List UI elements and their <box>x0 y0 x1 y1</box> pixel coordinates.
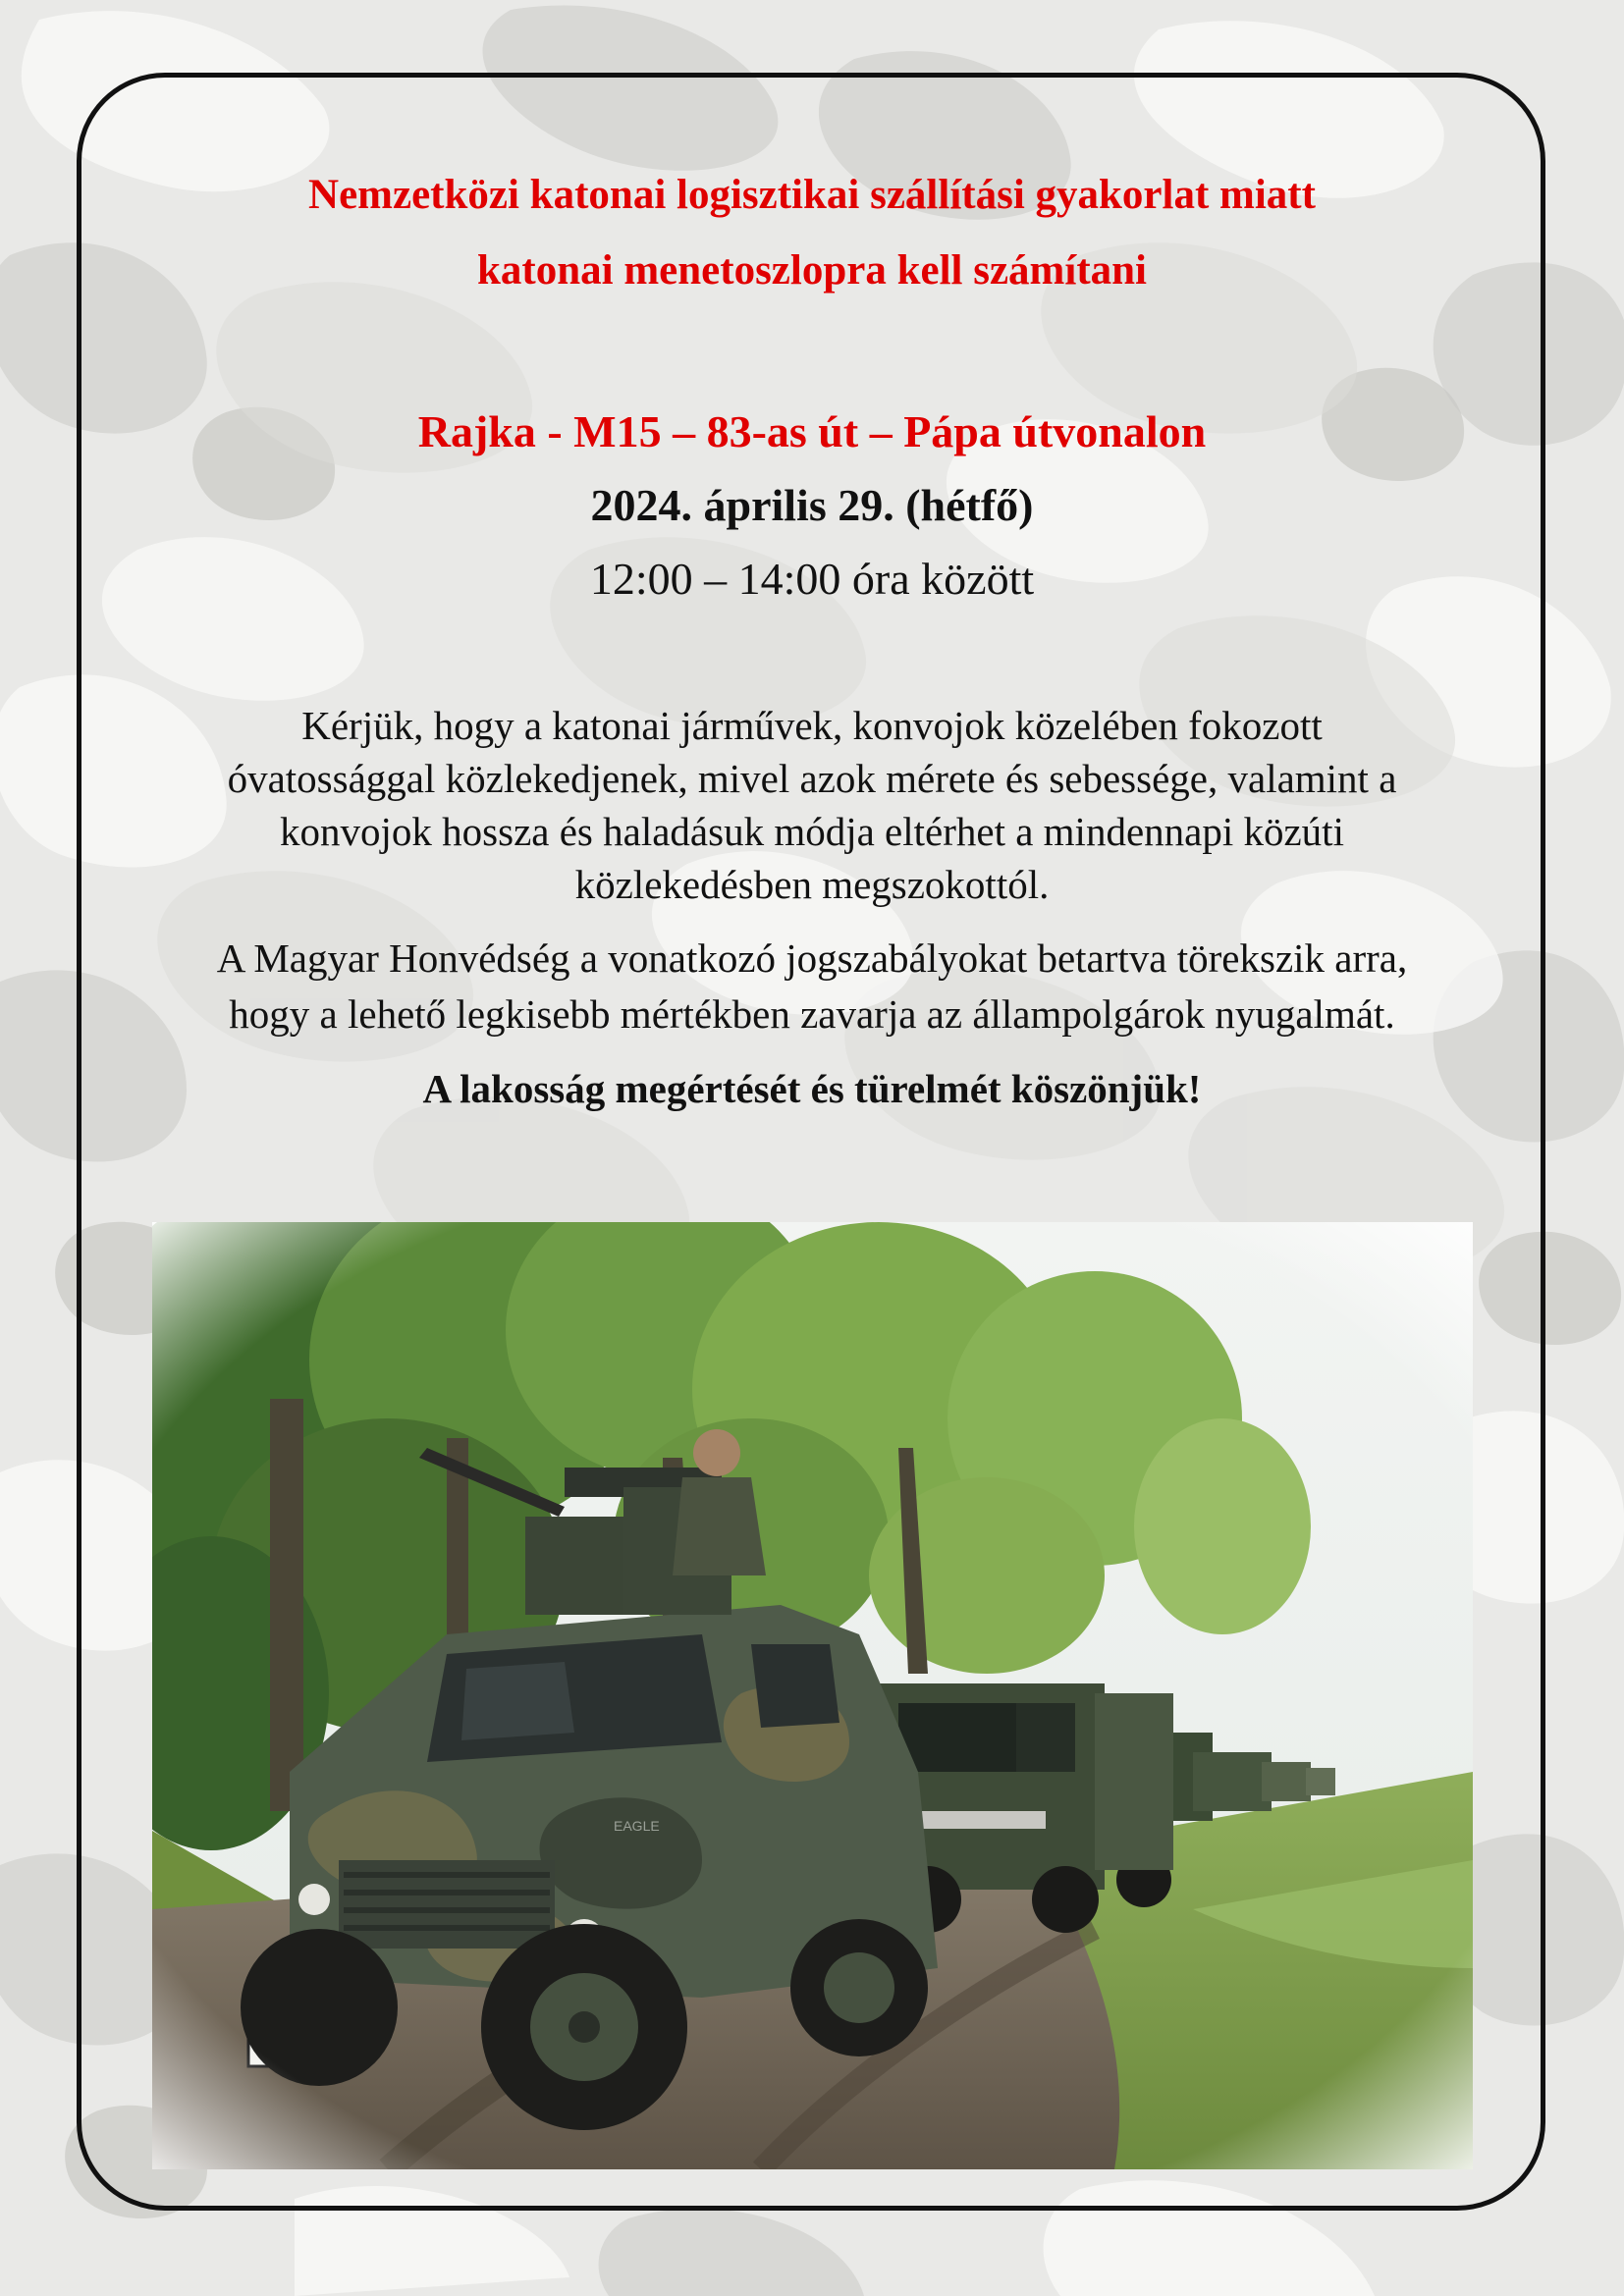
date-text: 2024. április 29. (hétfő) <box>590 480 1034 530</box>
route-text: Rajka - M15 – 83-as út – Pápa útvonalon <box>417 406 1207 456</box>
caution-line: óvatossággal közlekedjenek, mivel azok mérete és sebessége, valamint a <box>227 756 1397 801</box>
caution-line: konvojok hossza és haladásuk módja eltérhet a mindennapi közúti <box>280 809 1344 854</box>
caution-line: Kérjük, hogy a katonai járművek, konvojok közelében fokozott <box>301 703 1323 748</box>
time-text: 12:00 – 14:00 óra között <box>589 554 1035 604</box>
headline-line-1: Nemzetközi katonai logisztikai szállítási gyakorlat miatt <box>308 172 1316 218</box>
notice-content <box>98 157 1526 1115</box>
thanks-text: A lakosság megértését és türelmét köszönjük! <box>422 1066 1202 1111</box>
headline-line-2: katonai menetoszlopra kell számítani <box>477 247 1147 294</box>
honved-paragraph <box>98 931 1526 1042</box>
honved-line: hogy a lehető legkisebb mértékben zavarja az állampolgárok nyugalmát. <box>229 991 1395 1037</box>
honved-line: A Magyar Honvédség a vonatkozó jogszabályokat betartva törekszik arra, <box>216 935 1408 981</box>
caution-paragraph <box>98 699 1526 911</box>
caution-line: közlekedésben megszokottól. <box>574 862 1050 907</box>
convoy-illustration <box>152 1222 1473 2169</box>
convoy-photo <box>152 1222 1473 2169</box>
